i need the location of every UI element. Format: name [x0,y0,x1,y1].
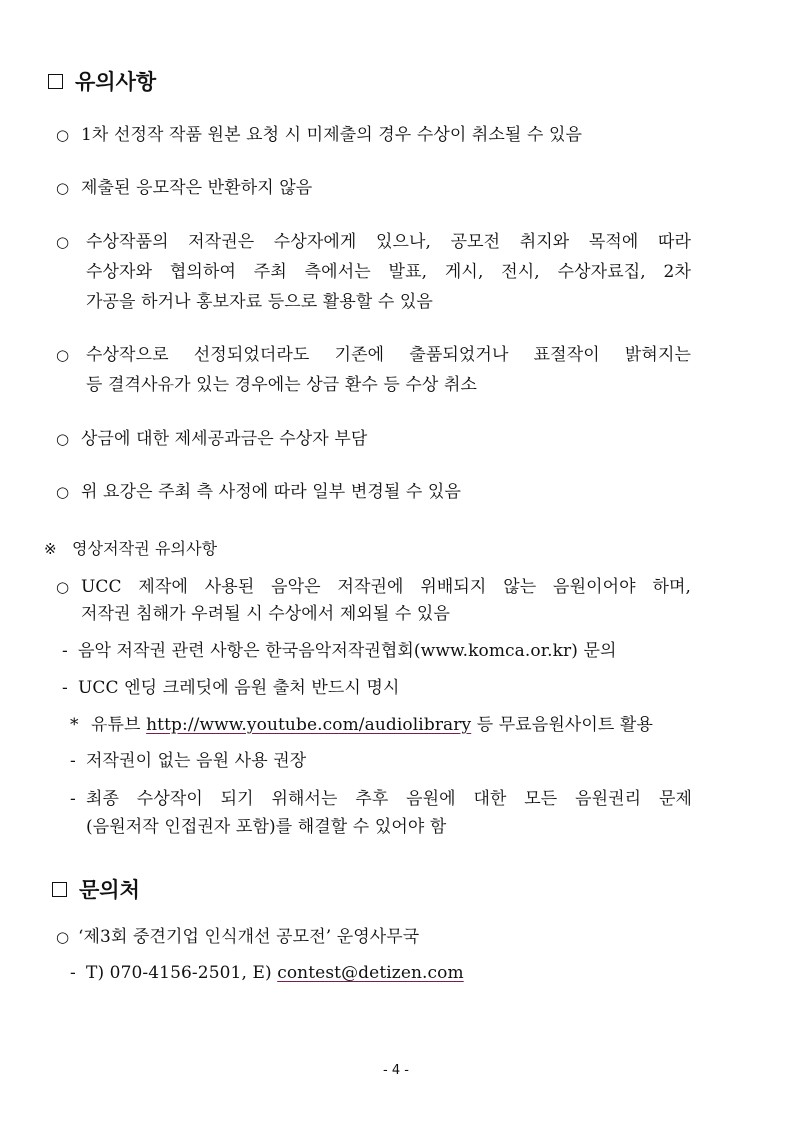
bullet-circle: ○ [56,578,70,596]
list-item-text: 수상작품의 저작권은 수상자에게 있으나, 공모전 취지와 목적에 따라 [86,232,691,252]
youtube-audiolibrary-link[interactable]: http://www.youtube.com/audiolibrary [146,715,472,735]
list-item-text: (음원저작 인접권자 포함)를 해결할 수 있어야 함 [86,817,447,837]
contact-email-link[interactable]: contest@detizen.com [277,963,464,983]
link-suffix: 등 무료음원사이트 활용 [476,715,653,735]
section-heading-notes [48,66,156,96]
section-heading-label: 문의처 [79,878,140,902]
section-heading-label: 유의사항 [75,70,157,94]
bullet-circle: ○ [56,483,70,501]
list-item-text: 가공을 하거나 홍보자료 등으로 활용할 수 있음 [86,292,433,312]
bullet-dash: - [62,641,68,661]
checkbox-square-icon [52,882,67,897]
list-item-text: 음악 저작권 관련 사항은 한국음악저작권협회(www.komca.or.kr) 문의 [78,641,617,661]
list-item-text: 저작권 침해가 우려될 시 수상에서 제외될 수 있음 [81,604,450,624]
bullet-circle: ○ [56,346,70,364]
list-item-text: 저작권이 없는 음원 사용 권장 [86,751,307,771]
list-item-text: 상금에 대한 제세공과금은 수상자 부담 [81,429,368,449]
bullet-dash: - [70,963,76,983]
bullet-circle: ○ [56,928,70,946]
bullet-circle: ○ [56,126,70,144]
bullet-circle: ○ [56,430,70,448]
list-item-text: 최종 수상작이 되기 위해서는 추후 음원에 대한 모든 음원권리 문제 [86,789,692,809]
section-heading-contact [52,874,140,904]
list-item-text: 1차 선정작 작품 원본 요청 시 미제출의 경우 수상이 취소될 수 있음 [81,125,583,145]
list-item-text: ‘제3회 중견기업 인식개선 공모전’ 운영사무국 [78,927,420,947]
list-item-text: 위 요강은 주최 측 사정에 따라 일부 변경될 수 있음 [81,482,461,502]
list-item-text: UCC 제작에 사용된 음악은 저작권에 위배되지 않는 음원이어야 하며, [81,577,691,597]
bullet-circle: ○ [56,233,70,251]
link-prefix: 유튜브 [91,715,141,735]
list-item-text: 수상작으로 선정되었더라도 기존에 출품되었거나 표절작이 밝혀지는 [86,345,691,365]
reference-mark: ※ [44,540,57,558]
checkbox-square-icon [48,74,63,89]
list-item-text: 수상자와 협의하여 주최 측에서는 발표, 게시, 전시, 수상자료집, 2차 [86,262,691,282]
subsection-title: 영상저작권 유의사항 [72,539,218,558]
contact-phone: T) 070-4156-2501, E) [86,963,272,983]
bullet-dash: - [70,751,76,771]
page-number: - 4 - [383,1063,409,1078]
list-item-text: 등 결격사유가 있는 경우에는 상금 환수 등 수상 취소 [86,375,477,395]
bullet-dash: - [70,789,76,809]
bullet-circle: ○ [56,179,70,197]
list-item-text [91,714,653,736]
bullet-dash: - [62,678,68,698]
list-item-text: 제출된 응모작은 반환하지 않음 [81,178,313,198]
contact-text [86,962,464,984]
list-item-text: UCC 엔딩 크레딧에 음원 출처 반드시 명시 [78,678,400,698]
bullet-star: * [70,715,79,735]
